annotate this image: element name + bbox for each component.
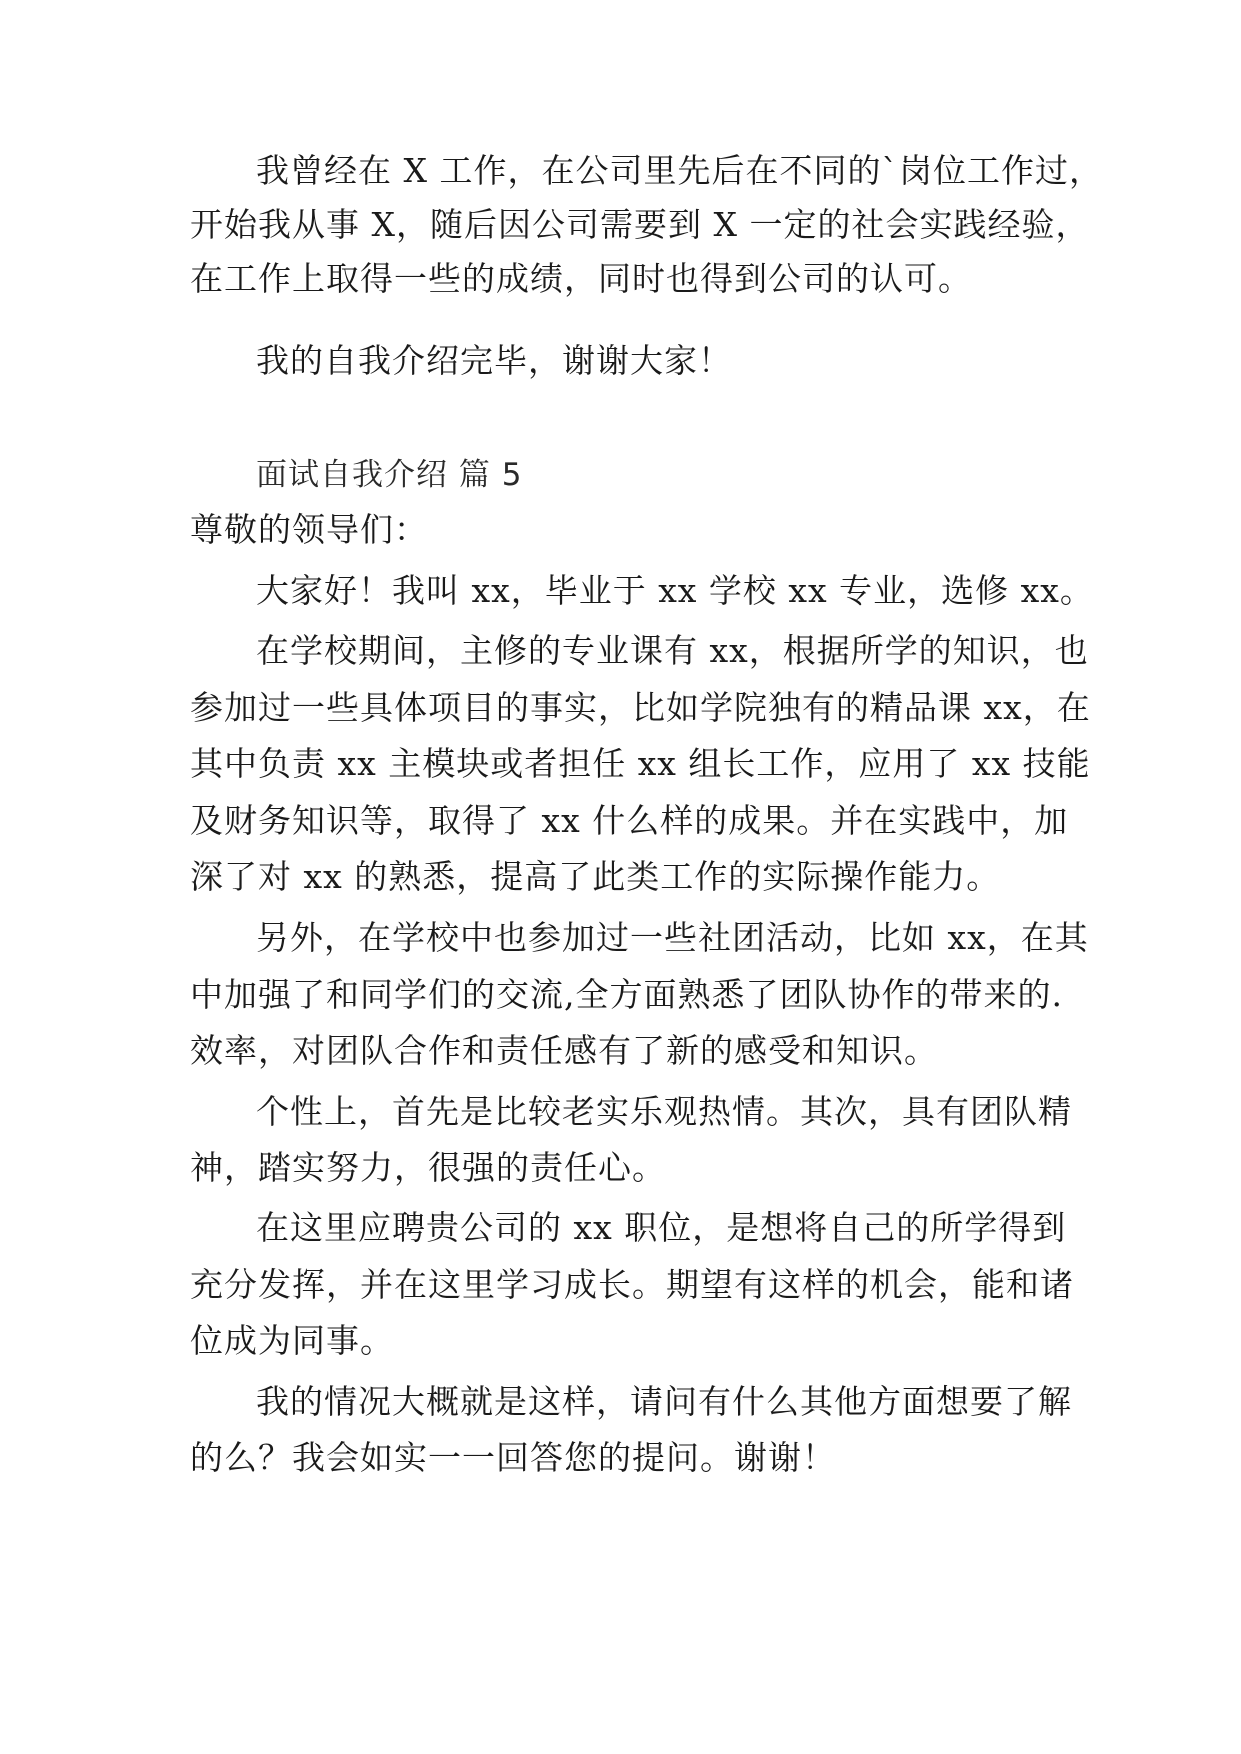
paragraph-line: 开始我从事 X，随后因公司需要到 X 一定的社会实践经验， [190, 205, 1090, 244]
paragraph-line: 我曾经在 X 工作，在公司里先后在不同的`岗位工作过， [256, 151, 1103, 190]
paragraph-line: 在这里应聘贵公司的 xx 职位，是想将自己的所学得到 [256, 1208, 1067, 1247]
section-heading: 面试自我介绍 篇 5 [256, 457, 523, 493]
paragraph-line: 参加过一些具体项目的事实，比如学院独有的精品课 xx，在 [190, 688, 1091, 727]
paragraph-line: 另外，在学校中也参加过一些社团活动，比如 xx，在其 [256, 918, 1089, 957]
paragraph-line: 充分发挥，并在这里学习成长。期望有这样的机会，能和诸 [190, 1265, 1074, 1304]
paragraph-line: 我的自我介绍完毕，谢谢大家！ [256, 341, 732, 380]
paragraph-line: 个性上，首先是比较老实乐观热情。其次，具有团队精 [256, 1092, 1072, 1131]
paragraph-line: 我的情况大概就是这样，请问有什么其他方面想要了解 [256, 1382, 1072, 1421]
paragraph-line: 大家好！我叫 xx，毕业于 xx 学校 xx 专业，选修 xx。 [256, 571, 1094, 610]
paragraph-line: 其中负责 xx 主模块或者担任 xx 组长工作，应用了 xx 技能 [190, 744, 1091, 783]
paragraph-line: 位成为同事。 [190, 1321, 394, 1360]
paragraph-line: 深了对 xx 的熟悉，提高了此类工作的实际操作能力。 [190, 857, 1001, 896]
paragraph-line: 在工作上取得一些的成绩，同时也得到公司的认可。 [190, 259, 972, 298]
paragraph-line: 中加强了和同学们的交流,全方面熟悉了团队协作的带来的. [190, 975, 1063, 1014]
paragraph-line: 神，踏实努力，很强的责任心。 [190, 1148, 666, 1187]
paragraph-line: 效率，对团队合作和责任感有了新的感受和知识。 [190, 1031, 938, 1070]
salutation: 尊敬的领导们： [190, 510, 428, 549]
paragraph-line: 在学校期间，主修的专业课有 xx，根据所学的知识，也 [256, 631, 1089, 670]
paragraph-line: 的么？我会如实一一回答您的提问。谢谢！ [190, 1438, 836, 1477]
paragraph-line: 及财务知识等，取得了 xx 什么样的成果。并在实践中，加 [190, 801, 1069, 840]
